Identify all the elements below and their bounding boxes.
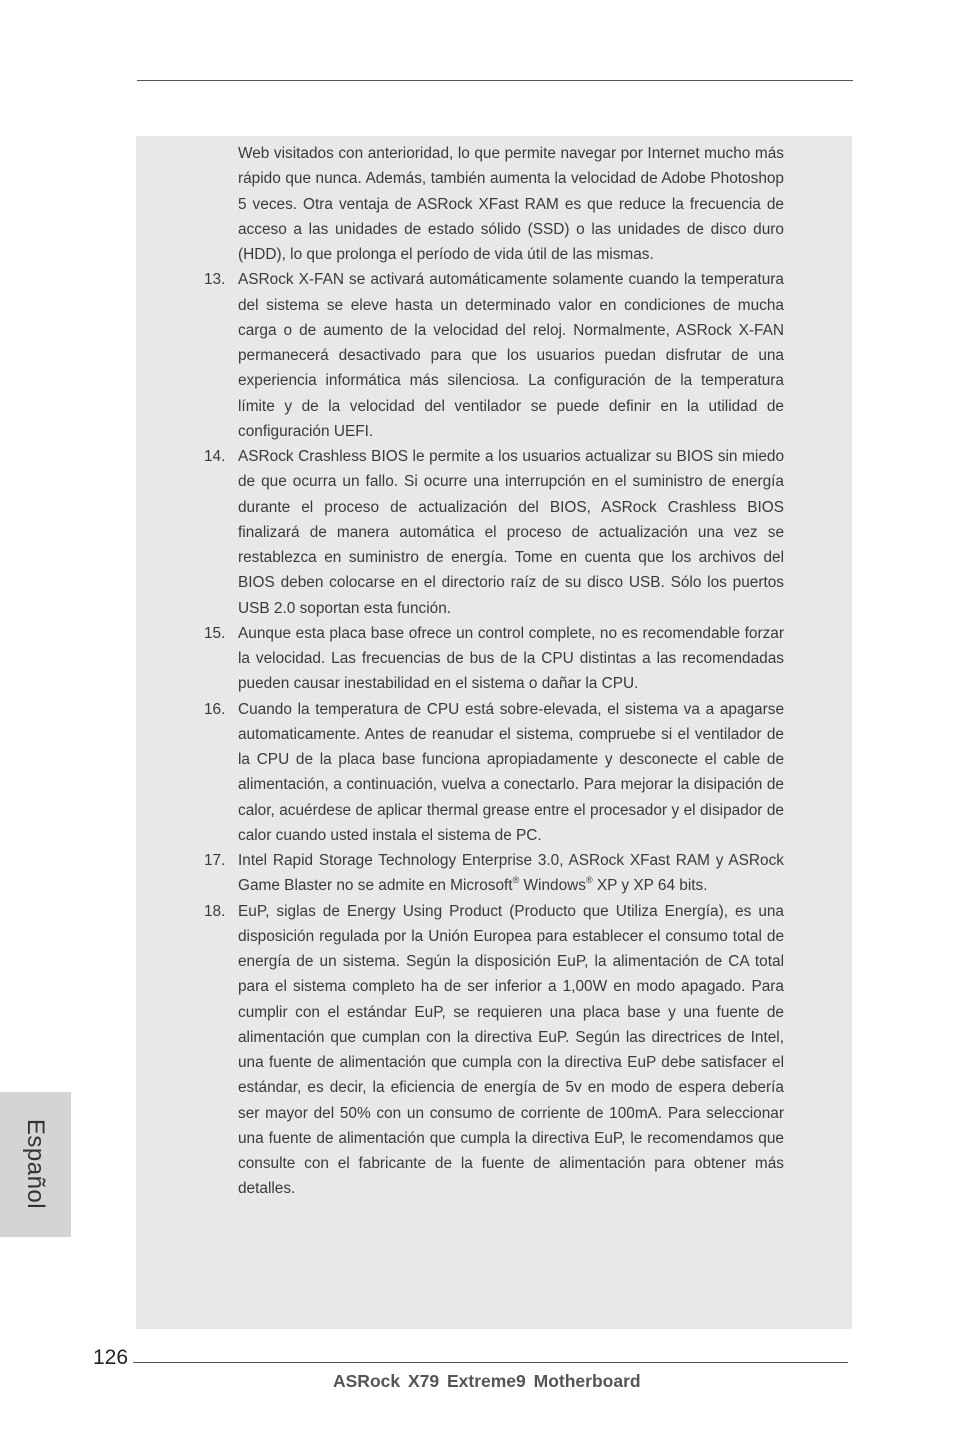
list-item-text-part: Windows: [519, 877, 586, 895]
list-item-text: [238, 848, 784, 899]
language-tab-label: Español: [22, 1118, 49, 1210]
list-item-number: 17.: [204, 852, 226, 869]
language-side-tab: [0, 1092, 71, 1237]
list-item-text: EuP, siglas de Energy Using Product (Producto que Utiliza Energía), es una disposición regulada por la Unión Europea para establecer el consumo total de energía de un sistema. Según la disposición EuP, la alimentación de CA total para el sistema completo ha de ser inferior a 1,00W en modo apagado. Para cumplir con el estándar EuP, se requieren una placa base y una fuente de alimentación que cumplan con la directiva EuP. Según las directrices de Intel, una fuente de alimentación que cumpla con la directiva EuP debe satisfacer el estándar, es decir, la eficiencia de energía de 5v en modo de espera debería ser mayor del 50% con un consumo de corriente de 100mA. Para seleccionar una fuente de alimentación que cumpla la directiva EuP, le recomendamos que consulte con el fabricante de la fuente de alimentación para obtener más detalles.: [238, 902, 784, 1198]
list-item-17: [204, 848, 784, 899]
list-item-text: ASRock X-FAN se activará automáticamente solamente cuando la temperatura del sistema se eleve hasta un determinado valor en condiciones de mucha carga o de aumento de la velocidad del reloj. Normalmente, ASRock X-FAN permanecerá desactivado para que los usuarios puedan disfrutar de una experiencia informática más silenciosa. La configuración de la temperatura límite y de la velocidad del ventilador se puede definir en la utilidad de configuración UEFI.: [238, 271, 784, 440]
list-item-number: 18.: [204, 902, 226, 920]
registered-mark: ®: [585, 875, 593, 886]
list-item-number: 16.: [204, 700, 226, 718]
footer-title: ASRock X79 Extreme9 Motherboard: [333, 1371, 641, 1391]
top-rule: [137, 80, 853, 81]
list-item-number: 14.: [204, 448, 226, 465]
list-item-18: [204, 899, 784, 1202]
intro-paragraph: Web visitados con anterioridad, lo que permite navegar por Internet mucho más rápido que nunca. Además, también aumenta la velocidad de Adobe Photoshop 5 veces. Otra ventaja de ASRock XFast RAM es que reduce la frecuencia de acceso a las unidades de estado sólido (SSD) o las unidades de disco duro (HDD), lo que prolonga el período de vida útil de las mismas.: [238, 145, 784, 263]
list-item-number: 15.: [204, 624, 226, 642]
bottom-rule: [133, 1362, 848, 1363]
list-item-text-part: Intel Rapid Storage Technology Enterprise 3.0, ASRock XFast RAM y ASRock Game Blaster no se admite en Microsoft: [238, 852, 784, 895]
list-item-15: [204, 621, 784, 697]
text-block: [204, 141, 784, 1202]
list-item-14: [204, 444, 784, 621]
list-item-text: ASRock Crashless BIOS le permite a los usuarios actualizar su BIOS sin miedo de que ocurra un fallo. Si ocurre una interrupción en el suministro de energía durante el proceso de actualización del BIOS, ASRock Crashless BIOS finalizará de manera automática el proceso de actualización una vez se restablezca en suministro de energía. Tome en cuenta que los archivos del BIOS deben colocarse en el directorio raíz de su disco USB. Sólo los puertos USB 2.0 soportan esta función.: [238, 448, 784, 617]
registered-mark: ®: [512, 875, 520, 886]
list-item-16: [204, 697, 784, 849]
page-number: 126: [93, 1346, 129, 1369]
list-item-number: 13.: [204, 271, 226, 289]
list-item-text: Cuando la temperatura de CPU está sobre-elevada, el sistema va a apagarse automaticamente. Antes de reanudar el sistema, compruebe si el ventilador de la CPU de la placa base funciona apropiadamente y desconecte el cable de alimentación, a continuación, vuelva a conectarlo. Para mejorar la disipación de calor, acuérdese de aplicar thermal grease entre el procesador y el disipador de calor cuando usted instala el sistema de PC.: [238, 700, 784, 844]
list-item-text-part: XP y XP 64 bits.: [592, 877, 708, 895]
list-item-text: Aunque esta placa base ofrece un control complete, no es recomendable forzar la velocidad. Las frecuencias de bus de la CPU distintas a las recomendadas pueden causar inestabilidad en el sistema o dañar la CPU.: [238, 624, 784, 693]
list-item-13: [204, 267, 784, 444]
